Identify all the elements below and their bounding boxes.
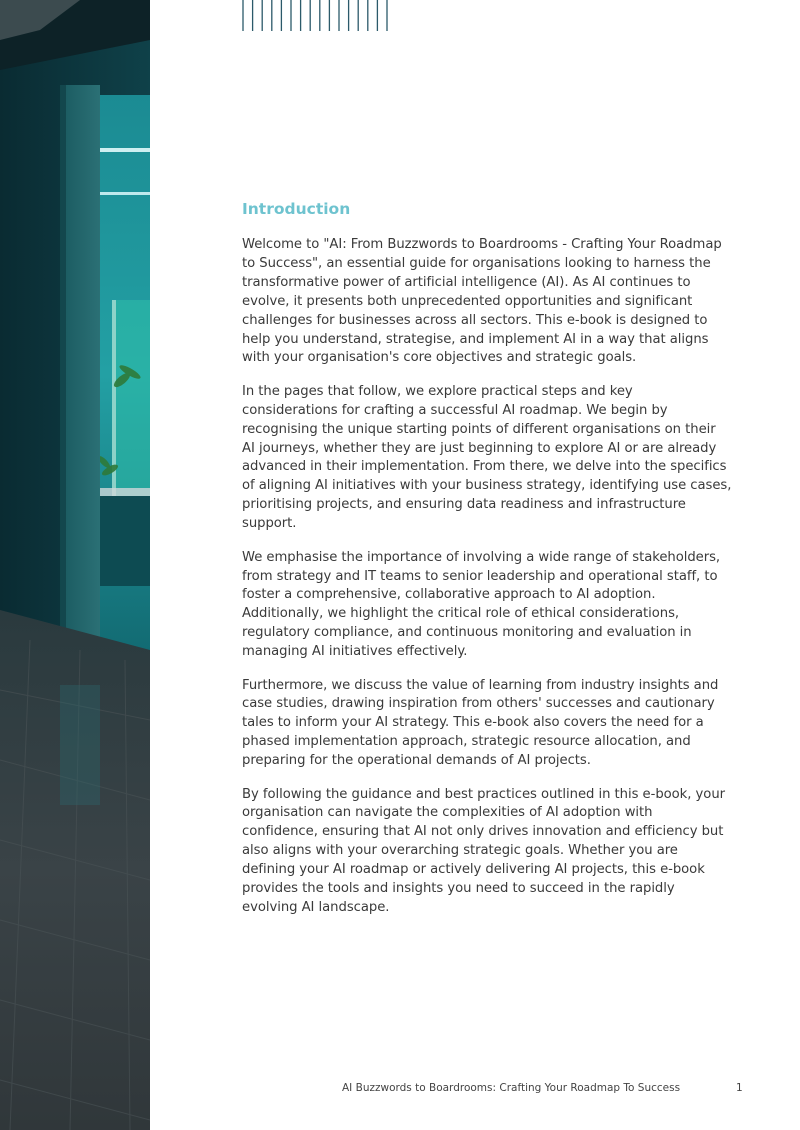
decorative-stripes [242,0,392,31]
page-number: 1 [736,1082,743,1094]
intro-paragraph-1: Welcome to "AI: From Buzzwords to Boardrooms - Crafting Your Roadmap to Success", an essential guide for organisations looking to harness the transformative power of artificial intelligence (AI). As AI continues to evolve, it presents both unprecedented opportunities and significant challenges for businesses across all sectors. This e-book is designed to help you understand, strategise, and implement AI in a way that aligns with your organisation's core objectives and strategic goals. [242,237,722,366]
intro-paragraph-3: We emphasise the importance of involving a wide range of stakeholders, from strategy and IT teams to senior leadership and operational staff, to foster a comprehensive, collaborative approach to AI adoption. Additionally, we highlight the critical role of ethical considerations, regulatory compliance, and continuous monitoring and evaluation in managing AI initiatives effectively. [242,549,721,660]
intro-paragraph-4: Furthermore, we discuss the value of learning from industry insights and case studies, drawing inspiration from others' successes and cautionary tales to inform your AI strategy. This e-book also covers the need for a phased implementation approach, strategic resource allocation, and preparing for the operational demands of AI projects. [242,677,719,769]
office-interior-image [0,0,150,1130]
footer-title: AI Buzzwords to Boardrooms: Crafting Your Roadmap To Success [342,1082,681,1094]
intro-paragraph-2: In the pages that follow, we explore practical steps and key considerations for crafting a successful AI roadmap. We begin by recognising the unique starting points of different organisations on their AI journeys, whether they are just beginning to explore AI or are already advanced in their implementation. From there, we delve into the specifics of aligning AI initiatives with your business strategy, identifying use cases, prioritising projects, and ensuring data readiness and infrastructure support. [242,383,732,532]
intro-paragraph-5: By following the guidance and best practices outlined in this e-book, your organisation can navigate the complexities of AI adoption with confidence, ensuring that AI not only drives innovation and efficiency but also aligns with your overarching strategic goals. Whether you are defining your AI roadmap or actively delivering AI projects, this e-book provides the tools and insights you need to succeed in the rapidly evolving AI landscape. [242,786,726,915]
section-heading: Introduction [242,200,351,218]
introduction-section [242,196,732,932]
